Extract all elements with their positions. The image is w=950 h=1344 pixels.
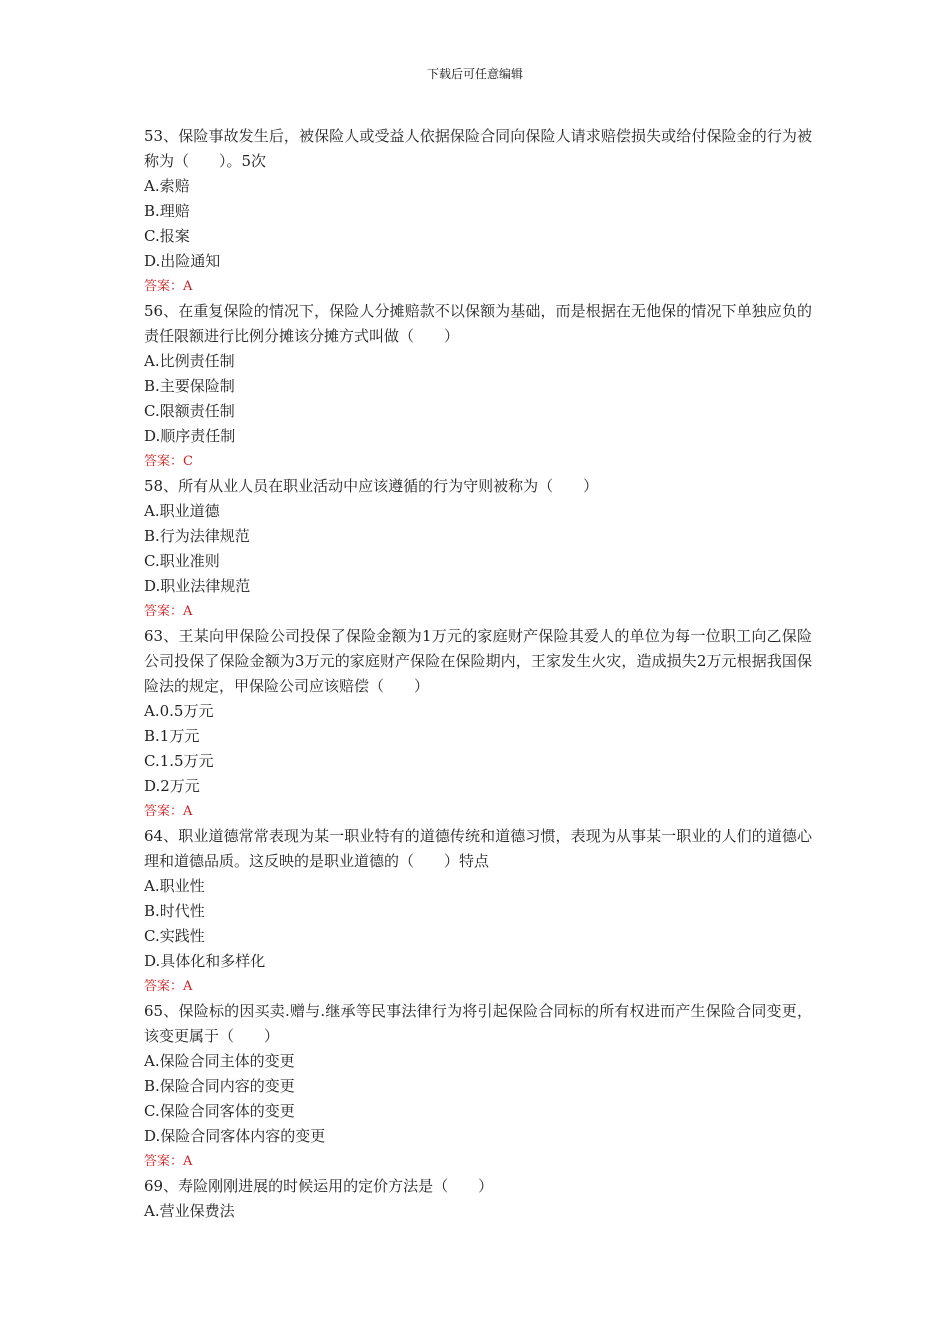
option-d: D.保险合同客体内容的变更 bbox=[144, 1127, 326, 1145]
question-stem: 65、保险标的因买卖.赠与.继承等民事法律行为将引起保险合同标的所有权进而产生保险合同变更，该变更属于（ ） bbox=[144, 1002, 812, 1045]
answer-label: 答案：A bbox=[144, 279, 193, 294]
option-c: C.职业准则 bbox=[144, 552, 220, 570]
option-d: D.2万元 bbox=[144, 777, 200, 795]
question-56 bbox=[144, 299, 812, 474]
answer-label: 答案：A bbox=[144, 1154, 193, 1169]
option-c: C.报案 bbox=[144, 227, 190, 245]
option-c: C.实践性 bbox=[144, 927, 205, 945]
option-a: A.保险合同主体的变更 bbox=[144, 1052, 295, 1070]
question-list bbox=[144, 124, 812, 1224]
answer-label: 答案：A bbox=[144, 604, 193, 619]
question-stem: 64、职业道德常常表现为某一职业特有的道德传统和道德习惯，表现为从事某一职业的人们的道德心理和道德品质。这反映的是职业道德的（ ）特点 bbox=[144, 827, 812, 870]
option-b: B.1万元 bbox=[144, 727, 200, 745]
option-b: B.理赔 bbox=[144, 202, 190, 220]
question-63 bbox=[144, 624, 812, 824]
answer-label: 答案：A bbox=[144, 979, 193, 994]
option-a: A.营业保费法 bbox=[144, 1202, 235, 1220]
question-53 bbox=[144, 124, 812, 299]
option-d: D.职业法律规范 bbox=[144, 577, 251, 595]
option-a: A.职业性 bbox=[144, 877, 205, 895]
question-64 bbox=[144, 824, 812, 999]
option-d: D.具体化和多样化 bbox=[144, 952, 266, 970]
option-c: C.保险合同客体的变更 bbox=[144, 1102, 295, 1120]
question-58 bbox=[144, 474, 812, 624]
option-a: A.索赔 bbox=[144, 177, 190, 195]
question-69 bbox=[144, 1174, 812, 1224]
option-d: D.出险通知 bbox=[144, 252, 221, 270]
option-c: C.1.5万元 bbox=[144, 752, 214, 770]
option-b: B.主要保险制 bbox=[144, 377, 235, 395]
question-65 bbox=[144, 999, 812, 1174]
answer-label: 答案：C bbox=[144, 454, 193, 469]
option-a: A.比例责任制 bbox=[144, 352, 235, 370]
answer-label: 答案：A bbox=[144, 804, 193, 819]
question-stem: 63、王某向甲保险公司投保了保险金额为1万元的家庭财产保险其爱人的单位为每一位职工向乙保险公司投保了保险金额为3万元的家庭财产保险在保险期内，王家发生火灾，造成损失2万元根据我国保险法的规定，甲保险公司应该赔偿（ ） bbox=[144, 627, 812, 695]
page-header: 下载后可任意编辑 bbox=[426, 67, 523, 81]
question-stem: 69、寿险刚刚进展的时候运用的定价方法是（ ） bbox=[144, 1177, 494, 1195]
option-a: A.职业道德 bbox=[144, 502, 220, 520]
option-b: B.保险合同内容的变更 bbox=[144, 1077, 295, 1095]
option-a: A.0.5万元 bbox=[144, 702, 214, 720]
question-stem: 53、保险事故发生后，被保险人或受益人依据保险合同向保险人请求赔偿损失或给付保险金的行为被称为（ ）。5次 bbox=[144, 127, 812, 170]
option-b: B.时代性 bbox=[144, 902, 205, 920]
question-stem: 58、所有从业人员在职业活动中应该遵循的行为守则被称为（ ） bbox=[144, 477, 599, 495]
question-stem: 56、在重复保险的情况下，保险人分摊赔款不以保额为基础，而是根据在无他保的情况下单独应负的责任限额进行比例分摊该分摊方式叫做（ ） bbox=[144, 302, 812, 345]
option-b: B.行为法律规范 bbox=[144, 527, 250, 545]
option-d: D.顺序责任制 bbox=[144, 427, 236, 445]
option-c: C.限额责任制 bbox=[144, 402, 235, 420]
